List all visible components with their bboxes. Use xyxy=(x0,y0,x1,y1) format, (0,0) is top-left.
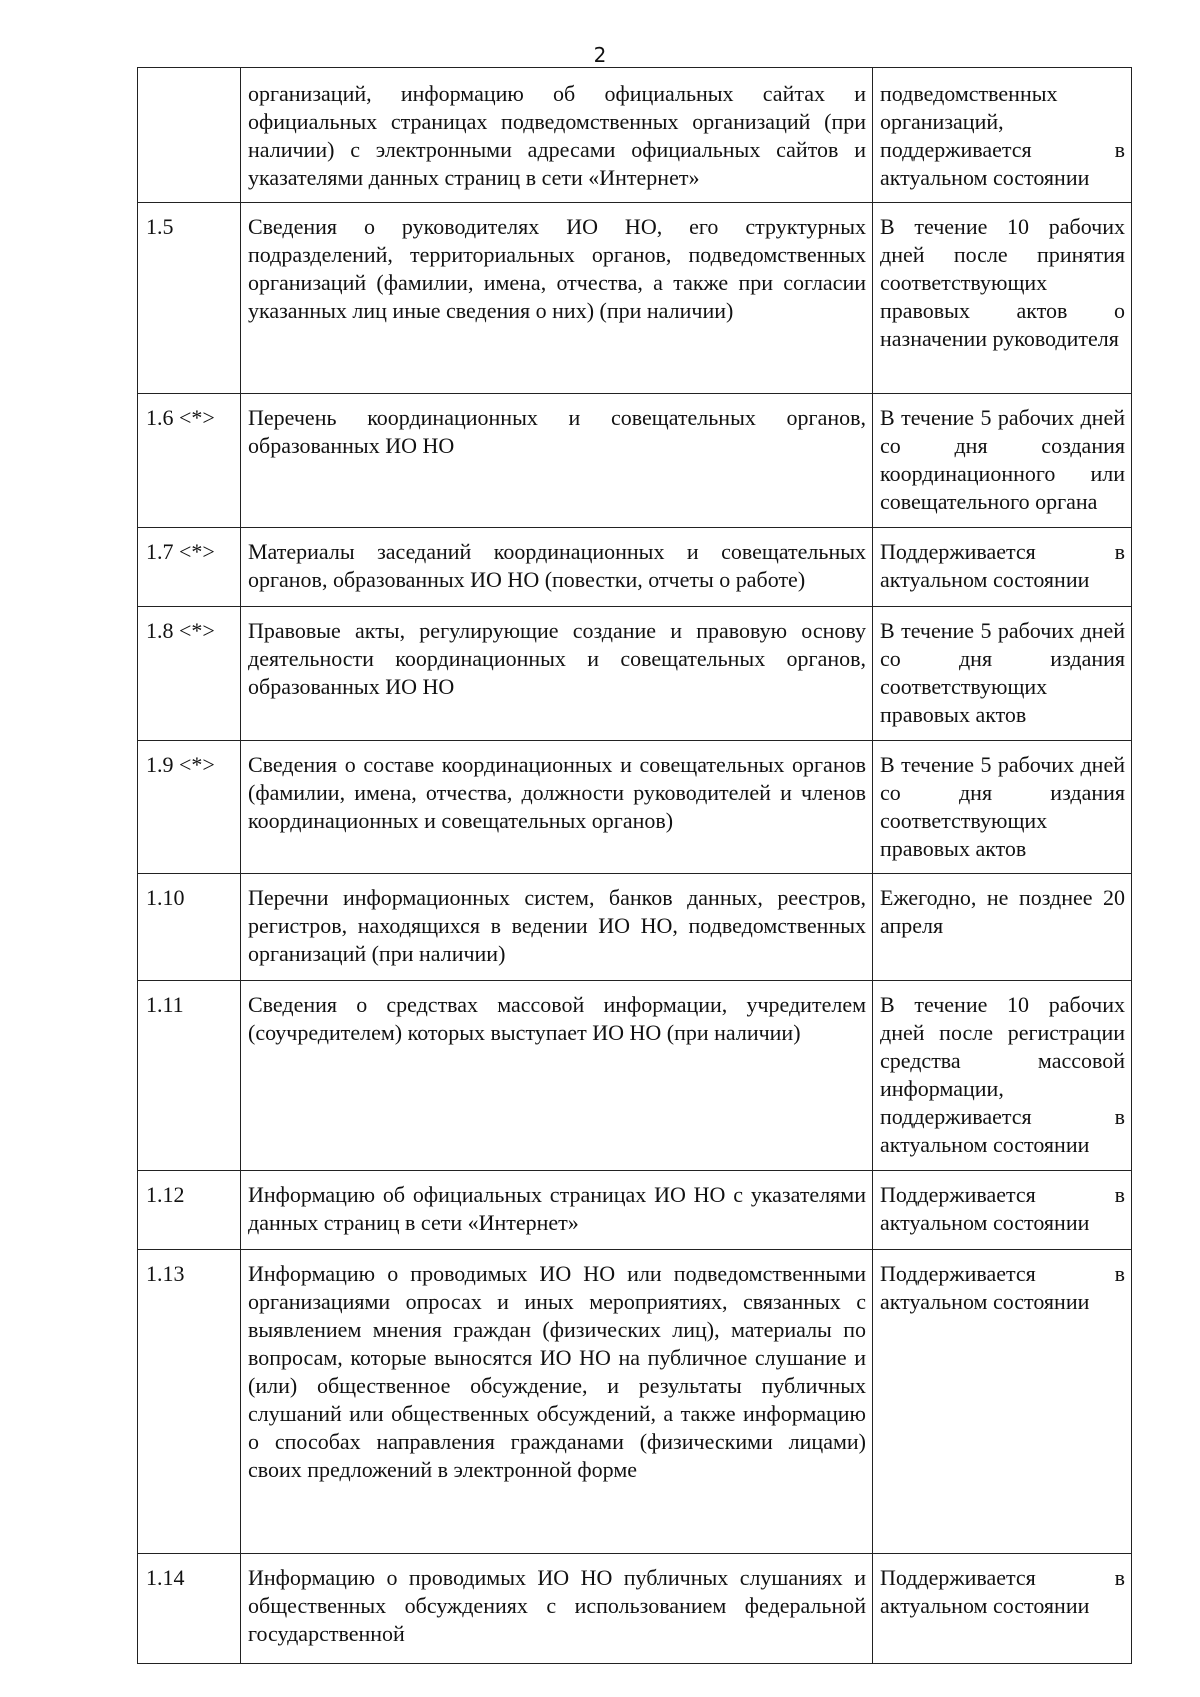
row-term: Поддерживается в актуальном состоянии xyxy=(873,528,1132,607)
row-term: В течение 5 рабочих дней со дня издания соответствующих правовых актов xyxy=(873,741,1132,874)
row-info: Информацию об официальных страницах ИО НО с указателями данных страниц в сети «Интернет» xyxy=(241,1171,873,1250)
row-term: В течение 5 рабочих дней со дня создания координационного или совещательного органа xyxy=(873,394,1132,528)
row-number: 1.11 xyxy=(138,981,241,1171)
row-term: Поддерживается в актуальном состоянии xyxy=(873,1171,1132,1250)
row-info: Информацию о проводимых ИО НО или подведомственными организациями опросах и иных мероприятиях, связанных с выявлением мнения граждан (физических лиц), материалы по вопросам, которые выносятся ИО НО на публичное слушание и (или) общественное обсуждение, и результаты публичных слушаний или общественных обсуждений, а также информацию о способах направления гражданами (физическими лицами) своих предложений в электронной форме xyxy=(241,1250,873,1554)
row-info: Правовые акты, регулирующие создание и правовую основу деятельности координационных и совещательных органов, образованных ИО НО xyxy=(241,607,873,741)
table-row xyxy=(138,607,1132,741)
row-info: Материалы заседаний координационных и совещательных органов, образованных ИО НО (повестки, отчеты о работе) xyxy=(241,528,873,607)
table-row xyxy=(138,981,1132,1171)
table-row xyxy=(138,528,1132,607)
row-term: Поддерживается в актуальном состоянии xyxy=(873,1554,1132,1664)
disclosure-table xyxy=(137,67,1132,1664)
row-info: организаций, информацию об официальных сайтах и официальных страницах подведомственных организаций (при наличии) с электронными адресами официальных сайтов и указателями данных страниц в сети «Интернет» xyxy=(241,68,873,203)
row-number: 1.6 <*> xyxy=(138,394,241,528)
row-info: Перечни информационных систем, банков данных, реестров, регистров, находящихся в ведении ИО НО, подведомственных организаций (при наличии) xyxy=(241,874,873,981)
row-term: Поддерживается в актуальном состоянии xyxy=(873,1250,1132,1554)
page-number: 2 xyxy=(593,43,607,67)
row-info: Информацию о проводимых ИО НО публичных слушаниях и общественных обсуждениях с использованием федеральной государственной xyxy=(241,1554,873,1664)
row-term: В течение 5 рабочих дней со дня издания соответствующих правовых актов xyxy=(873,607,1132,741)
table-row xyxy=(138,1250,1132,1554)
row-number: 1.9 <*> xyxy=(138,741,241,874)
row-info: Сведения о составе координационных и совещательных органов (фамилии, имена, отчества, должности руководителей и членов координационных и совещательных органов) xyxy=(241,741,873,874)
row-number xyxy=(138,68,241,203)
row-number: 1.13 xyxy=(138,1250,241,1554)
row-term: Ежегодно, не позднее 20 апреля xyxy=(873,874,1132,981)
table-row xyxy=(138,68,1132,203)
table-row xyxy=(138,1554,1132,1664)
row-number: 1.10 xyxy=(138,874,241,981)
row-number: 1.14 xyxy=(138,1554,241,1664)
row-number: 1.5 xyxy=(138,203,241,394)
row-info: Сведения о руководителях ИО НО, его структурных подразделений, территориальных органов, подведомственных организаций (фамилии, имена, отчества, а также при согласии указанных лиц иные сведения о них) (при наличии) xyxy=(241,203,873,394)
row-number: 1.12 xyxy=(138,1171,241,1250)
row-term: В течение 10 рабочих дней после принятия соответствующих правовых актов о назначении руководителя xyxy=(873,203,1132,394)
table-row xyxy=(138,394,1132,528)
table-row xyxy=(138,203,1132,394)
row-number: 1.7 <*> xyxy=(138,528,241,607)
row-info: Перечень координационных и совещательных органов, образованных ИО НО xyxy=(241,394,873,528)
table-row xyxy=(138,1171,1132,1250)
row-term: подведомственных организаций, поддерживается в актуальном состоянии xyxy=(873,68,1132,203)
table-row xyxy=(138,741,1132,874)
row-term: В течение 10 рабочих дней после регистрации средства массовой информации, поддерживается в актуальном состоянии xyxy=(873,981,1132,1171)
row-number: 1.8 <*> xyxy=(138,607,241,741)
row-info: Сведения о средствах массовой информации, учредителем (соучредителем) которых выступает ИО НО (при наличии) xyxy=(241,981,873,1171)
table-row xyxy=(138,874,1132,981)
